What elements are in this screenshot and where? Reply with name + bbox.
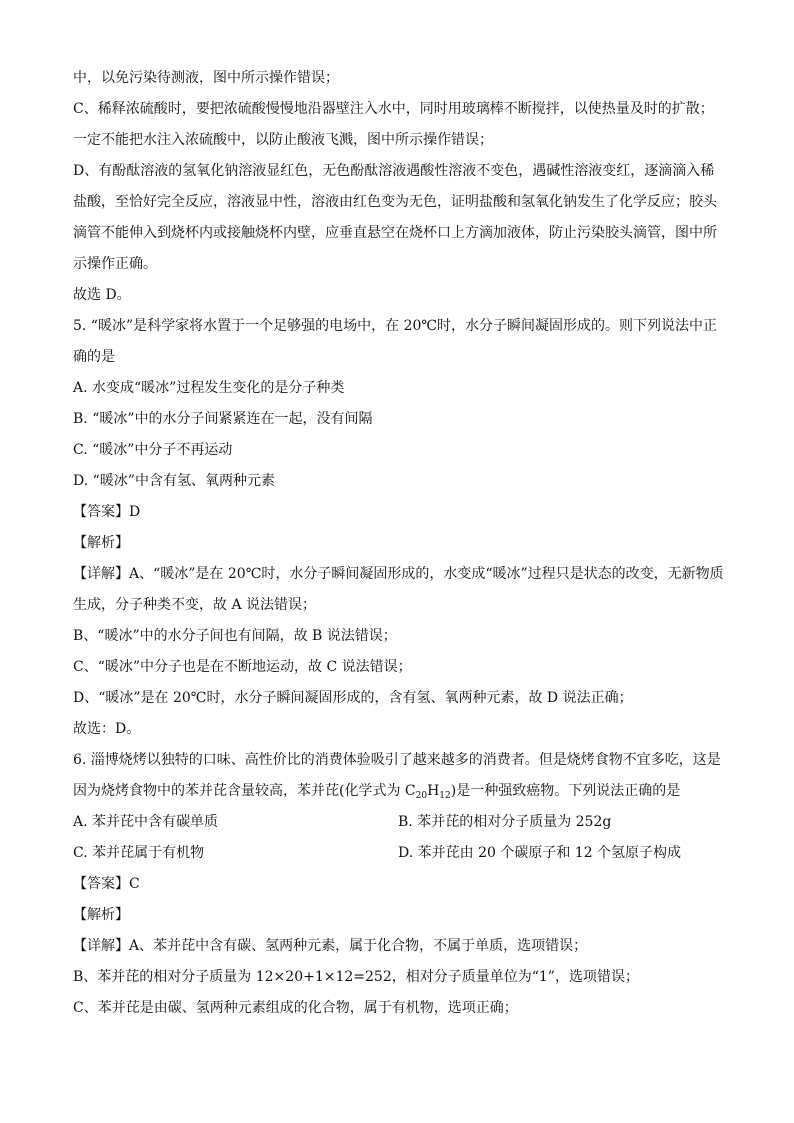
analysis-label: 【解析】: [73, 535, 129, 551]
option-d: D. 苯并芘由 20 个碳原子和 12 个氢原子构成: [398, 845, 682, 861]
answer-label: 【答案】C: [73, 876, 140, 892]
text-line: 中，以免污染待测液，图中所示操作错误；: [73, 70, 339, 86]
text-line: 示操作正确。: [73, 256, 157, 272]
option-a: A. 水变成“暖冰”过程发生变化的是分子种类: [73, 380, 345, 396]
option-c: C. “暖冰”中分子不再运动: [73, 442, 233, 458]
analysis-label: 【解析】: [73, 907, 129, 923]
explanation-line: D、“暖冰”是在 20℃时，水分子瞬间凝固形成的，含有氢、氧两种元素，故 D 说法正确；: [73, 690, 633, 706]
option-b: B. “暖冰”中的水分子间紧紧连在一起，没有间隔: [73, 411, 373, 427]
question-5-stem: 确的是: [73, 349, 115, 365]
explanation-line: 【详解】A、“暖冰”是在 20℃时，水分子瞬间凝固形成的，水变成“暖冰”过程只是状态的改变，无新物质: [73, 566, 724, 582]
text-line: 滴管不能伸入到烧杯内或接触烧杯内壁，应垂直悬空在烧杯口上方滴加液体，防止污染胶头滴管，图中所: [73, 225, 717, 241]
explanation-line: B、苯并芘的相对分子质量为 12×20+1×12=252，相对分子质量单位为“1”，选项错误；: [73, 969, 639, 985]
text-line: C、稀释浓硫酸时，要把浓硫酸慢慢地沿器壁注入水中，同时用玻璃棒不断搅拌，以使热量及时的扩散；: [73, 101, 714, 117]
option-c: C. 苯并芘属于有机物: [73, 845, 205, 861]
text-line: 故选 D。: [73, 287, 131, 303]
explanation-line: B、“暖冰”中的水分子间也有间隔，故 B 说法错误；: [73, 628, 397, 644]
option-b: B. 苯并芘的相对分子质量为 252g: [398, 814, 612, 830]
explanation-line: C、苯并芘是由碳、氢两种元素组成的化合物，属于有机物，选项正确；: [73, 1000, 518, 1016]
option-a: A. 苯并芘中含有碳单质: [73, 814, 219, 830]
explanation-line: C、“暖冰”中分子也是在不断地运动，故 C 说法错误；: [73, 659, 412, 675]
text-line: 一定不能把水注入浓硫酸中，以防止酸液飞溅，图中所示操作错误；: [73, 132, 493, 148]
explanation-line: 【详解】A、苯并芘中含有碳、氢两种元素，属于化合物，不属于单质，选项错误；: [73, 938, 588, 954]
option-d: D. “暖冰”中含有氢、氧两种元素: [73, 473, 275, 489]
question-6-stem: 6. 淄博烧烤以独特的口味、高性价比的消费体验吸引了越来越多的消费者。但是烧烤食物不宜多吃，这是: [73, 752, 721, 768]
text-line: 盐酸，至恰好完全反应，溶液显中性，溶液由红色变为无色，证明盐酸和氢氧化钠发生了化学反应；胶头: [73, 194, 717, 210]
text-line: 故选：D。: [73, 721, 141, 737]
answer-label: 【答案】D: [73, 504, 141, 520]
explanation-line: 生成，分子种类不变，故 A 说法错误；: [73, 597, 317, 613]
question-5-stem: 5. “暖冰”是科学家将水置于一个足够强的电场中，在 20℃时，水分子瞬间凝固形成的。则下列说法中正: [73, 318, 718, 334]
question-6-stem: 因为烧烤食物中的苯并芘含量较高，苯并芘(化学式为 $C_{20}H_{12}$)是一种强致癌物。下列说法正确的是: [73, 783, 681, 801]
text-line: D、有酚酞溶液的氢氧化钠溶液显红色，无色酚酞溶液遇酸性溶液不变色，遇碱性溶液变红，逐滴滴入稀: [73, 163, 715, 179]
